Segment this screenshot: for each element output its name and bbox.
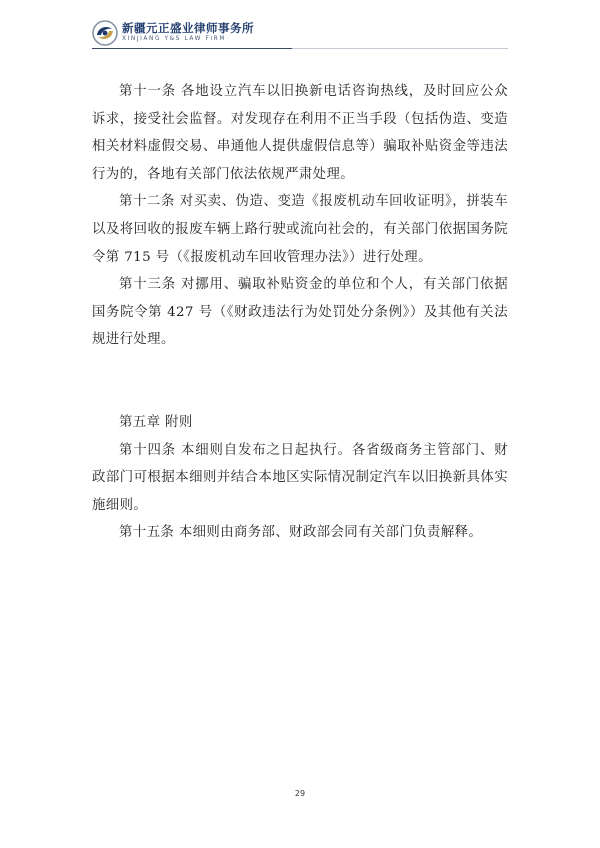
- header-rule-dark: [92, 48, 292, 49]
- page-header: [92, 18, 512, 48]
- page-number: 29: [294, 789, 306, 798]
- swirl-logo-icon: [92, 20, 118, 46]
- firm-name-cn: 新疆元正盛业律师事务所: [122, 21, 254, 35]
- article-13: 第十三条 对挪用、骗取补贴资金的单位和个人，有关部门依据国务院令第 427 号（《财政违法行为处罚处分条例》）及其他有关法规进行处理。: [92, 277, 508, 348]
- chapter-title: 第五章 附则: [119, 414, 193, 430]
- header-rule-light: [292, 48, 508, 49]
- article-14: 第十四条 本细则自发布之日起执行。各省级商务主管部门、财政部门可根据本细则并结合本地区实际情况制定汽车以旧换新具体实施细则。: [92, 442, 508, 513]
- section-gap: [92, 354, 508, 409]
- article-12: 第十二条 对买卖、伪造、变造《报废机动车回收证明》，拼装车以及将回收的报废车辆上路行驶或流向社会的，有关部门依据国务院令第 715 号（《报废机动车回收管理办法》）进行处理。: [92, 194, 508, 265]
- article-15: 第十五条 本细则由商务部、财政部会同有关部门负责解释。: [119, 525, 483, 541]
- document-body: [92, 78, 508, 547]
- firm-name-en: XINJIANG Y&S LAW FIRM: [122, 36, 226, 42]
- article-11: 第十一条 各地设立汽车以旧换新电话咨询热线，及时回应公众诉求，接受社会监督。对发现存在利用不正当手段（包括伪造、变造相关材料虚假交易、串通他人提供虚假信息等）骗取补贴资金等违法行为的，各地有关部门依法依规严肃处理。: [92, 84, 508, 182]
